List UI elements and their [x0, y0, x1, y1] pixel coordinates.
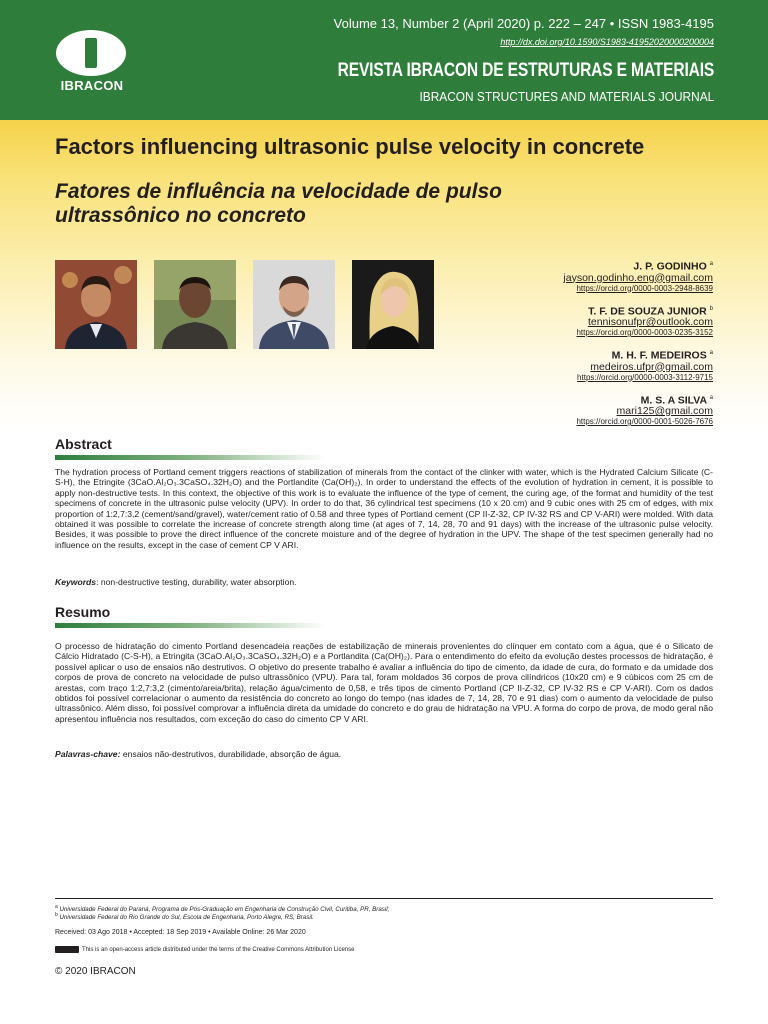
doi-link[interactable]: http://dx.doi.org/10.1590/S1983-41952020000200004 — [500, 37, 714, 47]
journal-subtitle: IBRACON STRUCTURES AND MATERIALS JOURNAL — [419, 90, 714, 104]
footnote-rule — [55, 898, 713, 899]
creative-commons-icon[interactable] — [55, 946, 79, 953]
author-photo-1 — [55, 260, 137, 349]
author-entry — [413, 347, 713, 383]
logo-text: IBRACON — [60, 78, 124, 93]
keywords-list: : non-destructive testing, durability, water absorption. — [96, 577, 297, 587]
resumo-text: O processo de hidratação do cimento Portland desencadeia reações de estabilização de minerais provenientes do clínquer em contato com a água, que é o Silicato de Cálcio Hidratado (C-S-H), a Etringita (3CaO.Al₂O₃.3CaSO₄.32H₂O) e a Portlandita (Ca(OH)₂). Para o entendimento do efeito da evolução destes processos de hidratação, é possível aplicar o uso de ensaios não destrutivos. O objetivo do presente trabalho é avaliar a influência do tipo de cimento, da idade de cura, do formato e da umidade dos corpos de prova de concreto na velocidade de pulso ultrassônico (VPU). Para tal, foram moldados 36 corpos de prova cilíndricos (10x20 cm) e 9 cúbicos com 25 cm de arestas, com traço 1:2,7:3,2 (cimento/areia/brita), relação água/cimento de 0,58, e três tipos de cimento Portland (CP II-Z-32, CP IV-32 RS e CP V-ARI). Com os dados obtidos foi possível correlacionar o aumento da resistência do concreto ao longo do tempo (nas idades de 7, 14, 28, 70 e 91 dias) com o aumento da velocidade de pulso ultrassônico. Além disso, foi possível comprovar a influência direta da umidade do concreto e do grau de hidratação na VPU. A forma do corpo de prova, de modo geral não apresentou influência nos resultados, com exceção do caso do cimento CP V ARI. — [55, 641, 713, 724]
journal-header — [0, 0, 768, 120]
logo-bar-icon — [85, 38, 97, 68]
author-entry — [413, 303, 713, 339]
author-email[interactable]: jayson.godinho.eng@gmail.com — [563, 271, 713, 284]
author-name: T. F. DE SOUZA JUNIOR $^b$ — [588, 305, 713, 317]
received-dates: Received: 03 Ago 2018 • Accepted: 18 Sep 2019 • Available Online: 26 Mar 2020 — [55, 929, 306, 936]
resumo-heading: Resumo — [55, 604, 111, 620]
journal-name: REVISTA IBRACON DE ESTRUTURAS E MATERIAIS — [337, 60, 714, 81]
license-text: This is an open-access article distributed under the terms of the Creative Commons Attribution License — [82, 946, 355, 953]
author-name: M. H. F. MEDEIROS $^a$ — [611, 349, 713, 362]
author-orcid[interactable]: https://orcid.org/0000-0003-0235-3152 — [576, 328, 713, 337]
copyright: © 2020 IBRACON — [55, 966, 136, 977]
author-entry — [413, 392, 713, 428]
resumo-keywords — [55, 749, 713, 759]
author-name: J. P. GODINHO $^a$ — [633, 260, 713, 273]
author-orcid[interactable]: https://orcid.org/0000-0003-2948-8639 — [576, 283, 713, 293]
keywords-label: Keywords — [55, 577, 97, 587]
abstract-text: The hydration process of Portland cement triggers reactions of stabilization of minerals from the contact of the clinker with water, which is the Hydrated Calcium Silicate (C-S-H), the Etringite (3CaO.Al₂O₃.3CaSO₄.32H₂O) and the Portlandite (Ca(OH)₂). In order to understand the effects of the evolution of hydration in cement, it is possible to apply non-destructive tests. In this context, the objective of this work is to evaluate the influence of the type of cement, the curing age, of the format and humidity of the test specimens of concrete in the ultrasonic pulse velocity (UPV). In order to do that, 36 cylindrical test specimens (10 x 20 cm) and 9 cubic ones with 25 cm of edges, with mix proportion of 1:2,7:3,2 (cement/sand/gravel), water/cement ratio of 0.58 and three types of Portland cement (CP II-Z-32, CP IV-32 RS and CP V-ARI) were molded. With data obtained it was possible to correlate the increase of concrete strength along time (at ages of 7, 14, 28, 70 and 91 days) with the increase of the ultrasonic pulse velocity. Besides, it was possible to prove the direct influence of the concrete moisture and of the degree of hydration in the UPV. The shape of the test specimen generally had no influence on the results, except in the case of cement CP V ARI. — [55, 467, 713, 550]
author-entry — [413, 258, 713, 294]
author-orcid[interactable]: https://orcid.org/0000-0003-3112-9715 — [577, 372, 713, 382]
abstract-heading: Abstract — [55, 436, 112, 452]
author-photo-3 — [253, 260, 335, 349]
license-line — [55, 946, 354, 953]
title-portuguese: Fatores de influência na velocidade de pulso ultrassônico no concreto — [55, 180, 502, 227]
resumo-divider — [55, 623, 325, 628]
title-english: Factors influencing ultrasonic pulse velocity in concrete — [55, 134, 645, 159]
volume-line: Volume 13, Number 2 (April 2020) p. 222 – 247 • ISSN 1983-4195 — [333, 16, 714, 31]
footnote-affiliation: $^a$ Universidade Federal do Paraná, Programa de Pós-Graduação em Engenharia de Construção Civil, Curitiba, PR, Brasil; — [55, 904, 390, 914]
author-orcid[interactable]: https://orcid.org/0000-0001-5026-7676 — [576, 417, 713, 426]
author-email[interactable]: tennisonufpr@outlook.com — [587, 316, 713, 328]
abstract-divider — [55, 455, 325, 460]
author-email[interactable]: medeiros.ufpr@gmail.com — [590, 360, 713, 373]
author-email[interactable]: mari125@gmail.com — [616, 405, 713, 417]
footnote-affiliation: $^b$ Universidade Federal do Rio Grande do Sul, Escola de Engenharia, Porto Alegre, RS, Brasil. — [55, 912, 314, 922]
author-photo-2 — [154, 260, 236, 349]
ibracon-logo — [52, 30, 132, 94]
palavras-chave-label: Palavras-chave: — [55, 749, 121, 759]
palavras-chave-list: ensaios não-destrutivos, durabilidade, absorção de água. — [120, 749, 342, 759]
author-list — [413, 258, 713, 436]
author-name: M. S. A SILVA $^a$ — [640, 394, 713, 406]
abstract-keywords — [55, 577, 713, 587]
